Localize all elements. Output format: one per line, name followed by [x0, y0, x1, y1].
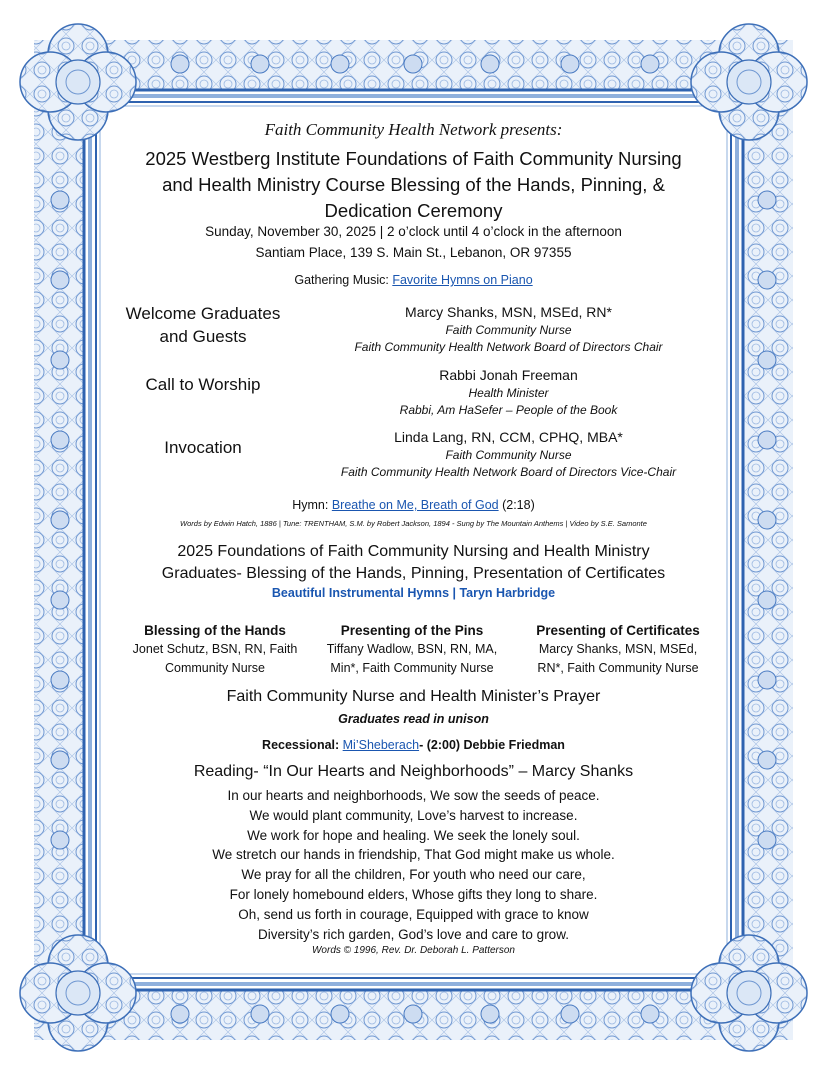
- hymn-credits: Words by Edwin Hatch, 1886 | Tune: TRENTHAM, S.M. by Robert Jackson, 1894 - Sung by The Mountain Anthems | Video by S.E. Samonte: [180, 519, 647, 528]
- presenter-line: Faith Community Health Network presents:: [264, 120, 563, 139]
- program-part: Welcome Graduates and Guests: [125, 304, 281, 346]
- participant-role: Faith Community Health Network Board of Directors Chair: [354, 340, 663, 354]
- participant-name: Linda Lang, RN, CCM, CPHQ, MBA*: [394, 429, 623, 445]
- hymn-duration: (2:18): [498, 498, 535, 512]
- title-line: and Health Ministry Course Blessing of the Hands, Pinning, &: [162, 174, 665, 195]
- recessional-label: Recessional:: [262, 738, 343, 752]
- participant-role: Faith Community Nurse: [445, 323, 572, 337]
- column-pins: Presenting of the Pins Tiffany Wadlow, BSN, RN, MA, Min*, Faith Community Nurse: [317, 621, 507, 678]
- reading-poem: [108, 786, 719, 944]
- recessional-line: [108, 738, 719, 752]
- gathering-music: [108, 273, 719, 287]
- date-line: Sunday, November 30, 2025 | 2 o’clock until 4 o’clock in the afternoon: [205, 224, 622, 239]
- participant-name: Marcy Shanks, MSN, MSEd, RN*: [405, 304, 612, 320]
- poem-line: Diversity’s rich garden, God’s love and care to grow.: [258, 926, 569, 942]
- program-part: Invocation: [164, 438, 242, 457]
- poem-line: In our hearts and neighborhoods, We sow the seeds of peace.: [227, 788, 600, 803]
- gathering-music-link[interactable]: Favorite Hymns on Piano: [392, 273, 533, 287]
- title-line: 2025 Westberg Institute Foundations of Faith Community Nursing: [145, 148, 682, 169]
- column-heading: Presenting of Certificates: [536, 623, 700, 638]
- hymn-link[interactable]: Breathe on Me, Breath of God: [331, 498, 499, 512]
- recessional-link[interactable]: Mi’Sheberach: [342, 738, 420, 752]
- prayer-title: Faith Community Nurse and Health Minister’s Prayer: [226, 688, 601, 705]
- column-heading: Blessing of the Hands: [144, 623, 286, 638]
- program-participant: [298, 302, 719, 356]
- program-part: Call to Worship: [145, 375, 261, 394]
- prayer-note: Graduates read in unison: [338, 712, 489, 726]
- column-blessing: Blessing of the Hands Jonet Schutz, BSN, RN, Faith Community Nurse: [120, 621, 310, 678]
- graduates-music-link[interactable]: Beautiful Instrumental Hymns | Taryn Harbridge: [271, 586, 556, 600]
- poem-line: We stretch our hands in friendship, That God might make us whole.: [212, 847, 615, 863]
- participant-name: Rabbi Jonah Freeman: [439, 367, 578, 383]
- recessional-rest: - (2:00) Debbie Friedman: [419, 738, 565, 752]
- participant-role: Rabbi, Am HaSefer – People of the Book: [399, 403, 618, 417]
- hymn-line: [108, 498, 719, 512]
- program-participant: [298, 427, 719, 481]
- reading-title: Reading- “In Our Hearts and Neighborhoods” – Marcy Shanks: [193, 763, 634, 780]
- reading-credit: Words © 1996, Rev. Dr. Deborah L. Patterson: [311, 945, 515, 956]
- hymn-label: Hymn:: [292, 498, 332, 512]
- graduates-title: 2025 Foundations of Faith Community Nursing and Health Ministry Graduates- Blessing of the Hands, Pinning, Presentation of Certificates: [161, 543, 666, 582]
- title-line: Dedication Ceremony: [324, 200, 503, 221]
- gathering-label: Gathering Music:: [294, 273, 393, 287]
- program-participant: [298, 365, 719, 419]
- poem-line: We work for hope and healing. We seek the lonely soul.: [247, 827, 580, 843]
- poem-line: For lonely homebound elders, Whose gifts they long to share.: [229, 886, 598, 902]
- place-line: Santiam Place, 139 S. Main St., Lebanon, OR 97355: [255, 245, 572, 260]
- participant-role: Faith Community Nurse: [445, 448, 572, 462]
- poem-line: Oh, send us forth in courage, Equipped with grace to know: [238, 906, 589, 922]
- poem-line: We pray for all the children, For youth who need our care,: [241, 867, 586, 883]
- page-title: [108, 146, 719, 224]
- participant-role: Health Minister: [468, 386, 549, 400]
- column-heading: Presenting of the Pins: [340, 623, 484, 638]
- column-certificates: Presenting of Certificates Marcy Shanks, MSN, MSEd, RN*, Faith Community Nurse: [514, 621, 722, 678]
- participant-role: Faith Community Health Network Board of Directors Vice-Chair: [340, 465, 677, 479]
- poem-line: We would plant community, Love’s harvest to increase.: [249, 807, 578, 823]
